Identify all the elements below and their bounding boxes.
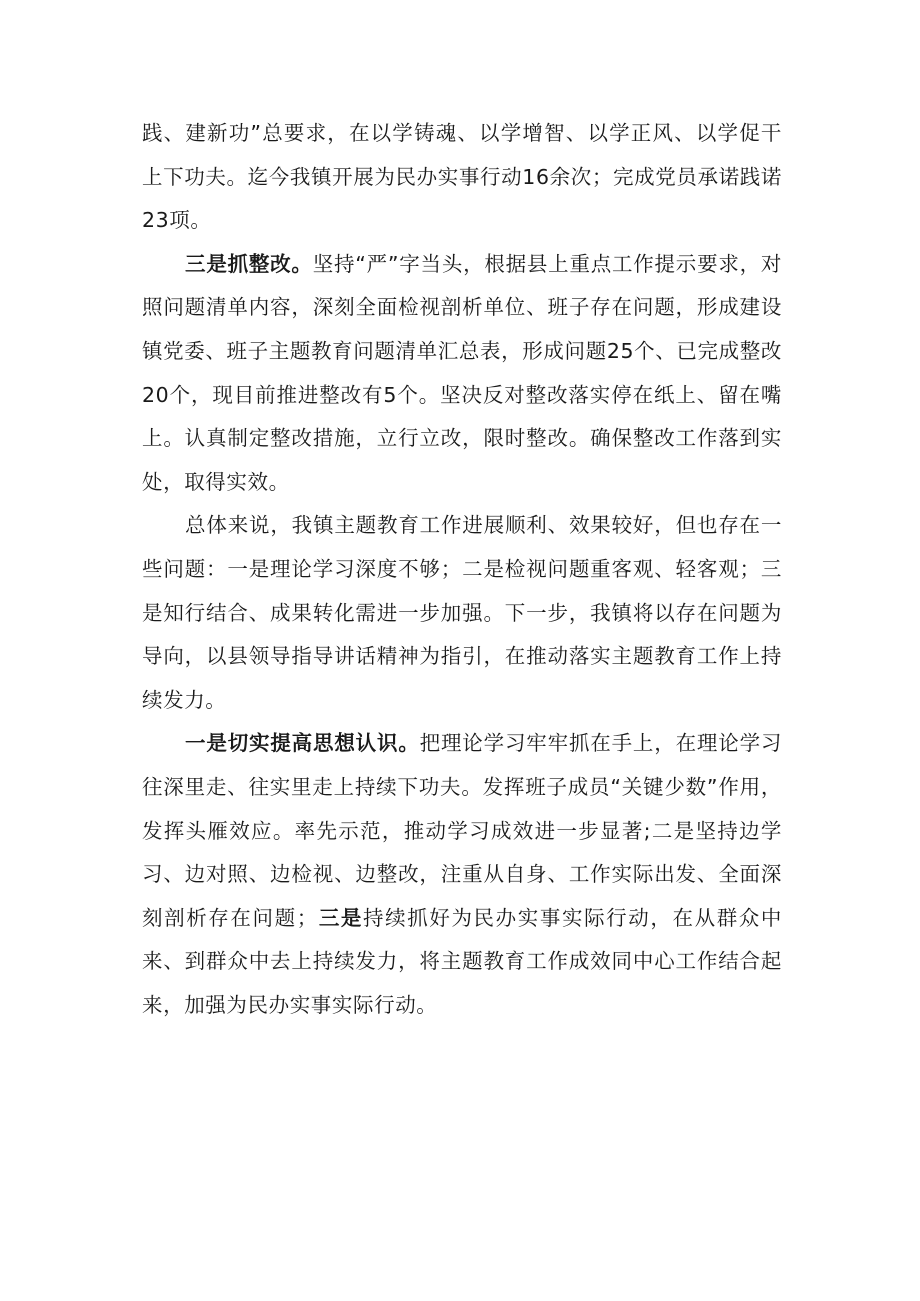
paragraph-text: 总体来说，我镇主题教育工作进展顺利、效果较好，但也存在一些问题：一是理论学习深度不够；二是检视问题重客观、轻客观；三是知行结合、成果转化需进一步加强。下一步，我镇将以存在问题为导向，以县领导指导讲话精神为指引，在推动落实主题教育工作上持续发力。 — [142, 513, 782, 712]
paragraph-rectification — [142, 243, 782, 505]
paragraph-text: 坚持“严”字当头，根据县上重点工作提示要求，对照问题清单内容，深刻全面检视剖析单位、班子存在问题，形成建设镇党委、班子主题教育问题清单汇总表，形成问题25个、已完成整改20个，现目前推进整改有5个。坚决反对整改落实停在纸上、留在嘴上。认真制定整改措施，立行立改，限时整改。确保整改工作落到实处，取得实效。 — [142, 251, 782, 494]
paragraph-subheading: 三是 — [317, 905, 364, 930]
paragraph-heading: 一是切实提高思想认识。 — [185, 731, 420, 756]
document-body — [142, 112, 782, 1027]
paragraph-heading: 三是抓整改。 — [185, 251, 313, 276]
paragraph-text-tail: 持续抓好为民办实事实际行动，在从群众中来、到群众中去上持续发力，将主题教育工作成效同中心工作结合起来，加强为民办实事实际行动。 — [142, 905, 782, 1017]
paragraph-continuation — [142, 112, 782, 243]
paragraph-text: 践、建新功”总要求，在以学铸魂、以学增智、以学正风、以学促干上下功夫。迄今我镇开展为民办实事行动16余次；完成党员承诺践诺23项。 — [142, 121, 782, 233]
paragraph-next-steps — [142, 722, 782, 1027]
paragraph-text: 把理论学习牢牢抓在手上，在理论学习往深里走、往实里走上持续下功夫。发挥班子成员“关键少数”作用，发挥头雁效应。率先示范，推动学习成效进一步显著;二是坚持边学习、边对照、边检视、边整改，注重从自身、工作实际出发、全面深刻剖析存在问题； — [142, 731, 782, 930]
paragraph-summary — [142, 504, 782, 722]
